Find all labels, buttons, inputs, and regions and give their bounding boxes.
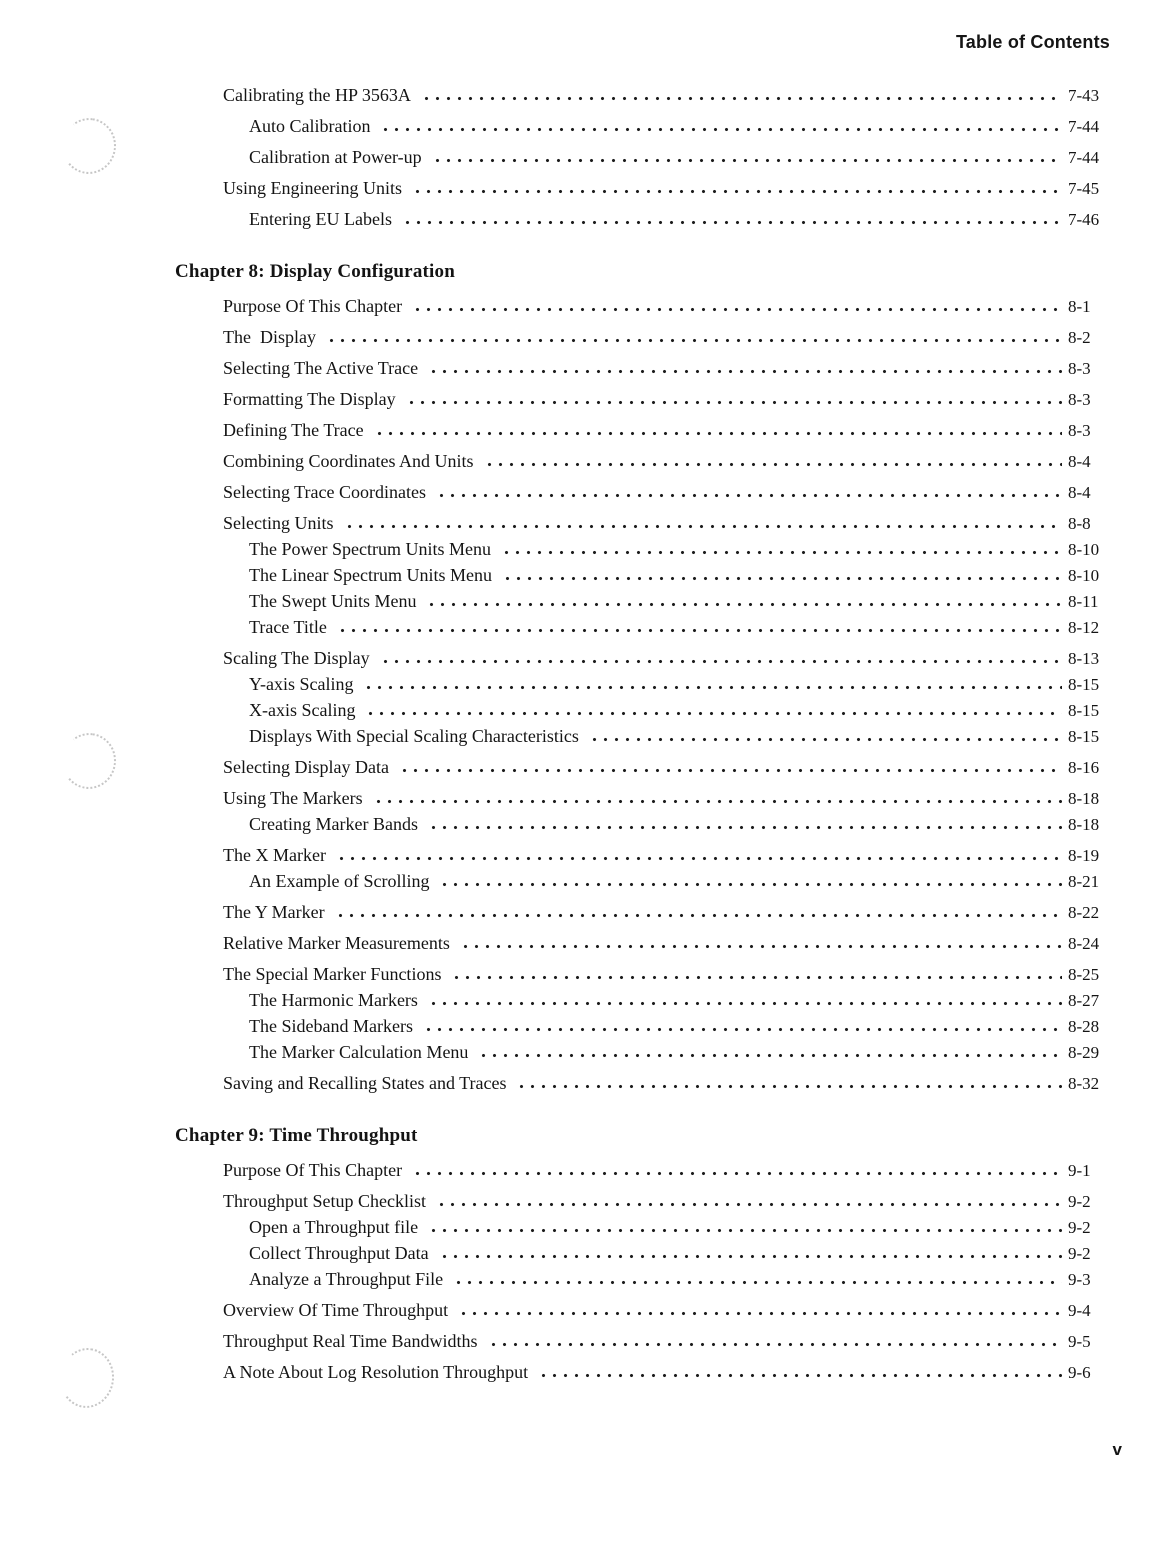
toc-entry: [175, 756, 1114, 779]
toc-entry-page: 8-28: [1068, 1017, 1100, 1036]
toc-entry-page: 8-13: [1068, 649, 1100, 668]
toc-entry: [175, 357, 1114, 380]
toc-entry-page: 8-21: [1068, 872, 1100, 891]
toc-entry: [175, 1159, 1114, 1182]
toc-entry: [175, 1216, 1114, 1239]
toc-entry-label: The Display: [223, 327, 316, 347]
toc-entry-label: Creating Marker Bands: [249, 814, 418, 834]
toc-entry-page: 8-27: [1068, 991, 1100, 1010]
toc-entry-page: 8-12: [1068, 618, 1100, 637]
hole-punch-mark: [56, 1345, 118, 1412]
toc-entry: [175, 1361, 1114, 1384]
toc-entry: [175, 538, 1114, 561]
toc-entry: [175, 146, 1114, 169]
toc-entry: [175, 450, 1114, 473]
hole-punch-mark: [58, 730, 119, 793]
toc-entry: [175, 699, 1114, 722]
toc-entry-page: 8-4: [1068, 483, 1091, 502]
toc-entry-label: The Linear Spectrum Units Menu: [249, 565, 492, 585]
toc-entry: [175, 1015, 1114, 1038]
toc-entry-label: Selecting The Active Trace: [223, 358, 419, 378]
toc-entry: [175, 647, 1114, 670]
chapter-heading: Chapter 8: Display Configuration: [175, 261, 455, 282]
toc-entry: [175, 115, 1114, 138]
toc-entry-label: Analyze a Throughput File: [249, 1269, 444, 1289]
toc-entry: [175, 673, 1114, 696]
toc-entry-label: Scaling The Display: [223, 648, 370, 668]
dot-leader: [428, 357, 1062, 380]
toc-entry-page: 7-46: [1068, 210, 1100, 229]
dot-leader: [399, 756, 1062, 779]
toc-entry: [175, 177, 1114, 200]
dot-leader: [428, 813, 1062, 836]
toc-section: [175, 261, 1114, 1095]
toc-entry-page: 8-19: [1068, 846, 1100, 865]
dot-leader: [380, 647, 1062, 670]
dot-leader: [423, 1015, 1062, 1038]
toc-entry: [175, 1242, 1114, 1265]
toc-entry: [175, 901, 1114, 924]
toc-entry-label: The Power Spectrum Units Menu: [249, 539, 491, 559]
dot-leader: [428, 989, 1062, 1012]
dot-leader: [478, 1041, 1062, 1064]
toc-entry-page: 8-15: [1068, 701, 1100, 720]
toc-entry-page: 8-3: [1068, 390, 1091, 409]
dot-leader: [380, 115, 1062, 138]
toc-entry: [175, 787, 1114, 810]
dot-leader: [426, 590, 1062, 613]
toc-entry: [175, 590, 1114, 613]
toc-entry-label: The Sideband Markers: [249, 1016, 413, 1036]
toc-entry: [175, 564, 1114, 587]
dot-leader: [326, 326, 1062, 349]
toc-entry-page: 9-2: [1068, 1218, 1091, 1237]
toc-entry-label: Selecting Units: [223, 513, 334, 533]
toc-entry-page: 9-3: [1068, 1270, 1091, 1289]
dot-leader: [460, 932, 1062, 955]
dot-leader: [436, 1190, 1062, 1213]
toc-entry-page: 8-18: [1068, 815, 1100, 834]
toc-entry-page: 8-15: [1068, 727, 1100, 746]
toc-entry-label: An Example of Scrolling: [249, 871, 430, 891]
toc-entry-page: 9-4: [1068, 1301, 1091, 1320]
dot-leader: [402, 208, 1062, 231]
toc-entry: [175, 388, 1114, 411]
toc-entry: [175, 725, 1114, 748]
toc-entry: [175, 813, 1114, 836]
toc-entry: [175, 870, 1114, 893]
toc-entry-label: Auto Calibration: [249, 116, 371, 136]
toc-entry-page: 7-44: [1068, 117, 1100, 136]
dot-leader: [432, 146, 1062, 169]
toc-entry-label: Saving and Recalling States and Traces: [223, 1073, 507, 1093]
toc-entry-label: Formatting The Display: [223, 389, 396, 409]
toc-entry-page: 8-22: [1068, 903, 1100, 922]
toc-entry: [175, 326, 1114, 349]
dot-leader: [436, 481, 1062, 504]
dot-leader: [458, 1299, 1062, 1322]
toc-entry-label: Selecting Display Data: [223, 757, 389, 777]
toc-entry-page: 8-1: [1068, 297, 1091, 316]
toc-entry: [175, 512, 1114, 535]
toc-entry-page: 8-32: [1068, 1074, 1100, 1093]
toc-entry-label: Trace Title: [249, 617, 327, 637]
toc-entry-label: Purpose Of This Chapter: [223, 296, 403, 316]
toc-entry-page: 8-29: [1068, 1043, 1100, 1062]
table-of-contents: [175, 76, 1114, 1384]
toc-entry: [175, 1330, 1114, 1353]
chapter-heading: Chapter 9: Time Throughput: [175, 1125, 418, 1146]
toc-entry: [175, 1041, 1114, 1064]
hole-punch-mark: [58, 115, 119, 178]
dot-leader: [336, 844, 1062, 867]
dot-leader: [453, 1268, 1062, 1291]
toc-entry-page: 8-4: [1068, 452, 1091, 471]
toc-entry-label: A Note About Log Resolution Throughput: [223, 1362, 529, 1382]
toc-entry: [175, 989, 1114, 1012]
dot-leader: [344, 512, 1063, 535]
dot-leader: [516, 1072, 1062, 1095]
toc-entry-page: 8-2: [1068, 328, 1091, 347]
toc-entry: [175, 419, 1114, 442]
toc-entry-label: The X Marker: [223, 845, 326, 865]
toc-entry-page: 9-2: [1068, 1192, 1091, 1211]
toc-entry-page: 9-2: [1068, 1244, 1091, 1263]
toc-entry: [175, 1299, 1114, 1322]
dot-leader: [589, 725, 1062, 748]
dot-leader: [502, 564, 1062, 587]
dot-leader: [374, 419, 1062, 442]
toc-entry-label: Y-axis Scaling: [249, 674, 354, 694]
toc-entry-label: The Swept Units Menu: [249, 591, 417, 611]
toc-entry: [175, 1190, 1114, 1213]
toc-entry-label: Open a Throughput file: [249, 1217, 419, 1237]
toc-entry-label: Calibration at Power-up: [249, 147, 422, 167]
toc-entry-page: 8-11: [1068, 592, 1099, 611]
dot-leader: [501, 538, 1062, 561]
toc-entry-label: Calibrating the HP 3563A: [223, 85, 411, 105]
toc-entry-page: 8-15: [1068, 675, 1100, 694]
toc-entry-label: The Harmonic Markers: [249, 990, 418, 1010]
page-header-title: Table of Contents: [955, 32, 1110, 52]
toc-section: [175, 84, 1114, 231]
dot-leader: [406, 388, 1062, 411]
toc-entry-label: Using Engineering Units: [223, 178, 402, 198]
dot-leader: [428, 1216, 1062, 1239]
toc-entry-page: 8-16: [1068, 758, 1100, 777]
toc-entry-label: The Y Marker: [223, 902, 325, 922]
toc-entry: [175, 295, 1114, 318]
toc-entry-label: Displays With Special Scaling Characteristics: [249, 726, 579, 746]
dot-leader: [484, 450, 1062, 473]
page-number: v: [1112, 1440, 1122, 1459]
dot-leader: [337, 616, 1062, 639]
toc-entry-page: 8-18: [1068, 789, 1100, 808]
toc-entry: [175, 481, 1114, 504]
toc-entry: [175, 616, 1114, 639]
toc-entry: [175, 1072, 1114, 1095]
toc-entry: [175, 844, 1114, 867]
dot-leader: [412, 1159, 1062, 1182]
toc-entry-page: 7-44: [1068, 148, 1100, 167]
dot-leader: [363, 673, 1062, 696]
dot-leader: [488, 1330, 1062, 1353]
toc-entry-page: 7-43: [1068, 86, 1100, 105]
toc-entry-label: Using The Markers: [223, 788, 363, 808]
toc-entry-page: 8-10: [1068, 566, 1100, 585]
toc-entry-page: 9-5: [1068, 1332, 1091, 1351]
dot-leader: [412, 295, 1062, 318]
toc-entry-label: Throughput Setup Checklist: [223, 1191, 426, 1211]
toc-entry-page: 8-24: [1068, 934, 1100, 953]
dot-leader: [335, 901, 1062, 924]
dot-leader: [439, 870, 1062, 893]
toc-entry-label: Overview Of Time Throughput: [223, 1300, 449, 1320]
toc-entry-label: Combining Coordinates And Units: [223, 451, 474, 471]
toc-entry-page: 9-6: [1068, 1363, 1091, 1382]
toc-entry-page: 7-45: [1068, 179, 1100, 198]
toc-entry-label: The Special Marker Functions: [223, 964, 442, 984]
toc-entry-page: 8-3: [1068, 359, 1091, 378]
dot-leader: [439, 1242, 1062, 1265]
toc-entry: [175, 84, 1114, 107]
dot-leader: [412, 177, 1062, 200]
dot-leader: [373, 787, 1062, 810]
dot-leader: [451, 963, 1062, 986]
toc-entry: [175, 208, 1114, 231]
toc-entry-label: Defining The Trace: [223, 420, 364, 440]
toc-entry-label: Entering EU Labels: [249, 209, 392, 229]
toc-entry-label: The Marker Calculation Menu: [249, 1042, 469, 1062]
toc-entry-page: 8-10: [1068, 540, 1100, 559]
toc-entry-label: Relative Marker Measurements: [223, 933, 450, 953]
toc-entry: [175, 963, 1114, 986]
toc-entry: [175, 932, 1114, 955]
toc-entry-label: Throughput Real Time Bandwidths: [223, 1331, 478, 1351]
dot-leader: [538, 1361, 1062, 1384]
toc-entry: [175, 1268, 1114, 1291]
toc-entry-label: Collect Throughput Data: [249, 1243, 429, 1263]
dot-leader: [365, 699, 1062, 722]
toc-entry-label: X-axis Scaling: [249, 700, 356, 720]
toc-section: [175, 1125, 1114, 1384]
toc-entry-page: 9-1: [1068, 1161, 1091, 1180]
toc-entry-page: 8-3: [1068, 421, 1091, 440]
toc-entry-page: 8-8: [1068, 514, 1091, 533]
toc-entry-label: Selecting Trace Coordinates: [223, 482, 426, 502]
toc-entry-page: 8-25: [1068, 965, 1100, 984]
toc-entry-label: Purpose Of This Chapter: [223, 1160, 403, 1180]
dot-leader: [421, 84, 1062, 107]
